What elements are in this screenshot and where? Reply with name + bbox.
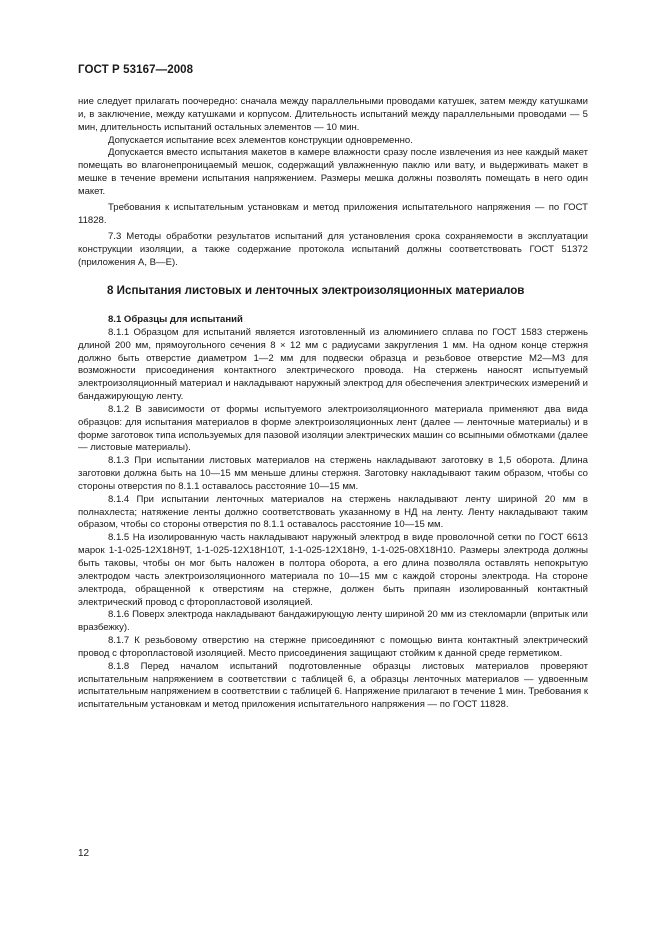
paragraph-8-1-2: 8.1.2 В зависимости от формы испытуемого электроизоляционного материала применяют два вида образцов: для испытания материалов в форме электроизоляционных лент (далее — ленточные материалы) и в форме заготовок типа используемых для пазовой изоляции электрических машин со всыпными обмотками (далее — листовые материалы). (78, 403, 589, 454)
paragraph-continuation: ние следует прилагать поочередно: сначала между параллельными проводами катушек, затем между катушками и, в заключение, между катушками и корпусом. Длительность испытаний между параллельными проводами — 5 мин, длительность испытаний остальных элементов — 10 мин. (78, 96, 588, 133)
paragraph-8-1-1: 8.1.1 Образцом для испытаний является изготовленный из алюминиего сплава по ГОСТ 1583 стержень длиной 200 мм, прямоугольного сечения 8 × 12 мм с радиусами закругления 1 мм. На одном конце стержня должно быть отверстие диаметром 1—2 мм для подвески образца и резьбовое отверстие М2—М3 для возможности присоединения контактного электрического провода. На стержень наносят испытуемый электроизоляционный материал и накладывают наружный электрод для обеспечения электрических измерений и бандажирующую ленту. (78, 326, 588, 403)
paragraph-8-1-8: 8.1.8 Перед началом испытаний подготовленные образцы листовых материалов проверяют испытательным напряжением в соответствии с таблицей 6, а образцы ленточных материалов — удвоенным испытательным напряжением в соответствии с таблицей 6. Напряжение прилагают в течение 1 мин. Требования к испытательным установкам и метод приложения испытательного напряжения — по ГОСТ 11828. (78, 660, 588, 711)
paragraph-moisture-bag: Допускается вместо испытания макетов в камере влажности сразу после извлечения из нее каждый макет помещать во влагонепроницаемый мешок, содержащий увлажненную паклю или вату, и выдерживать макет в мешке в течение времени испытания напряжением. Размеры мешка должны позволять помещать в него один макет. (78, 147, 588, 197)
paragraph-8-1-5: 8.1.5 На изолированную часть накладывают наружный электрод в виде проволочной сетки по ГОСТ 6613 марок 1-1-025-12Х18Н9Т, 1-1-025-12Х18Н10Т, 1-1-025-12Х18Н9, 1-1-025-08Х18Н10. Размеры электрода должны быть таковы, чтобы он мог быть наложен в полтора оборота, а его длина позволяла оставлять непокрытую электродом часть электроизоляционного материала по 10—15 мм с каждой стороны электрода. На стороне электрода, обращенной к отверстиям на стержне, должен быть припаян изолированный контактный электрический провод с фторопластовой изоляцией. (78, 532, 588, 608)
paragraph-8-1-3: 8.1.3 При испытании листовых материалов на стержень накладывают заготовку в 1,5 оборота. Длина заготовки должна быть на 10—15 мм меньше длины стержня. Заготовку накладывают таким образом, чтобы со стороны отверстия по 8.1.1 оставалось расстояние 10—15 мм. (78, 455, 588, 492)
paragraph-all-elements: Допускается испытание всех элементов конструкции одновременно. (108, 134, 413, 146)
paragraph-8-1-6: 8.1.6 Поверх электрода накладывают бандажирующую ленту шириной 20 мм из стекломарли (впритык или вразбежку). (78, 609, 588, 634)
document-header: ГОСТ Р 53167—2008 (78, 64, 194, 76)
paragraph-7-3: 7.3 Методы обработки результатов испытаний для установления срока сохраняемости в эксплуатации конструкции изоляции, а также содержание протокола испытаний должны соответствовать ГОСТ 51372 (приложения А, В—Е). (78, 231, 588, 269)
section-8-title: 8 Испытания листовых и ленточных электроизоляционных материалов (107, 283, 525, 297)
paragraph-8-1-7: 8.1.7 К резьбовому отверстию на стержне присоединяют с помощью винта контактный электрический провод с фторопластовой изоляцией. Место присоединения защищают стойким к данной среде герметиком. (78, 635, 588, 659)
paragraph-requirements: Требования к испытательным установкам и метод приложения испытательного напряжения — по ГОСТ 11828. (78, 202, 588, 227)
document-body (78, 96, 588, 712)
paragraph-8-1-4: 8.1.4 При испытании ленточных материалов на стержень накладывают ленту шириной 20 мм в полнахлеста; натяжение ленты должно соответствовать указанному в НД на ленту. Ленту накладывают таким образом, чтобы со стороны отверстия по 8.1.1 оставалось расстояние 10—15 мм. (78, 493, 588, 531)
subsection-8-1-title: 8.1 Образцы для испытаний (108, 313, 243, 325)
page-number: 12 (78, 848, 90, 859)
